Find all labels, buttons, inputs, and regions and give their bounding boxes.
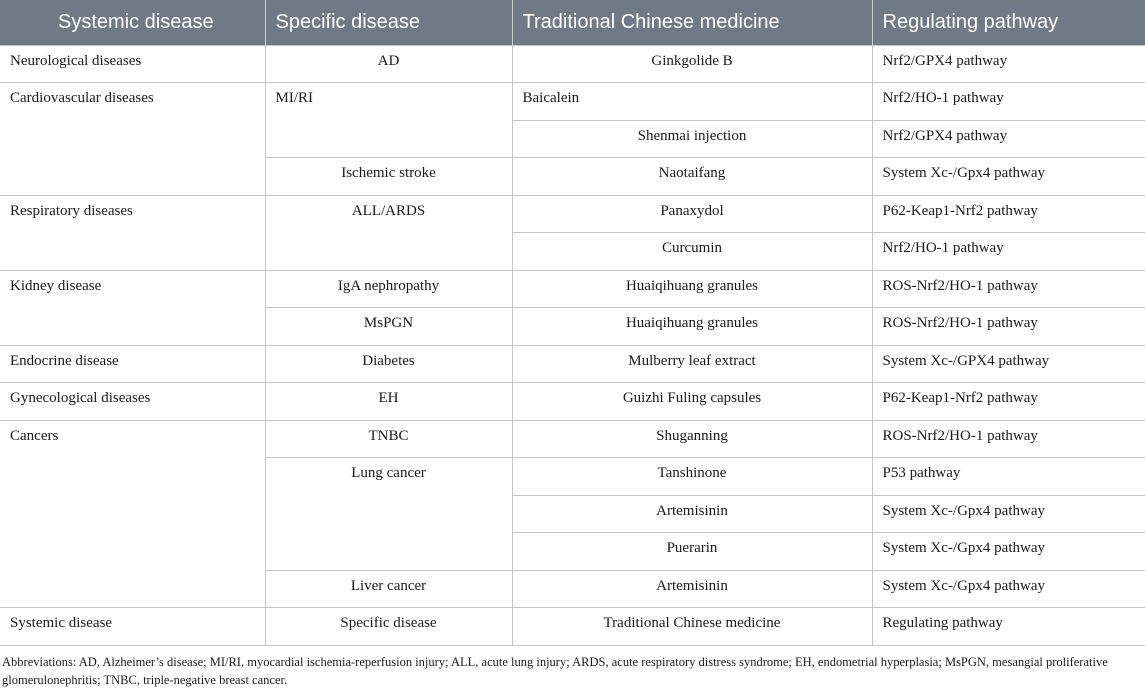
specific-disease-cell: EH [265, 383, 512, 421]
pathway-cell: System Xc-/Gpx4 pathway [872, 570, 1145, 608]
medicine-cell: Ginkgolide B [512, 45, 872, 83]
specific-disease-cell: ALL/ARDS [265, 195, 512, 270]
pathway-cell: Nrf2/HO-1 pathway [872, 83, 1145, 121]
medicine-cell: Shuganning [512, 420, 872, 458]
medicine-cell: Curcumin [512, 233, 872, 271]
systemic-disease-cell: Kidney disease [0, 270, 265, 345]
medicine-cell: Tanshinone [512, 458, 872, 496]
specific-disease-cell: TNBC [265, 420, 512, 458]
pathway-cell: Nrf2/GPX4 pathway [872, 120, 1145, 158]
medicine-cell: Shenmai injection [512, 120, 872, 158]
specific-disease-cell: Ischemic stroke [265, 158, 512, 196]
table-row [0, 270, 1145, 308]
header-traditional-chinese-medicine: Traditional Chinese medicine [512, 0, 872, 45]
systemic-disease-cell: Systemic disease [0, 608, 265, 646]
table-row [0, 83, 1145, 121]
pathway-cell: System Xc-/GPX4 pathway [872, 345, 1145, 383]
specific-disease-cell: Liver cancer [265, 570, 512, 608]
medicine-cell: Artemisinin [512, 570, 872, 608]
systemic-disease-cell: Cancers [0, 420, 265, 608]
table-row [0, 45, 1145, 83]
pathway-cell: Nrf2/GPX4 pathway [872, 45, 1145, 83]
medicine-cell: Baicalein [512, 83, 872, 121]
pathway-cell: P53 pathway [872, 458, 1145, 496]
header-specific-disease: Specific disease [265, 0, 512, 45]
specific-disease-cell: Specific disease [265, 608, 512, 646]
pathway-cell: ROS-Nrf2/HO-1 pathway [872, 308, 1145, 346]
specific-disease-cell: AD [265, 45, 512, 83]
medicine-cell: Mulberry leaf extract [512, 345, 872, 383]
systemic-disease-cell: Endocrine disease [0, 345, 265, 383]
pathway-cell: ROS-Nrf2/HO-1 pathway [872, 420, 1145, 458]
table-row [0, 383, 1145, 421]
medicine-cell: Artemisinin [512, 495, 872, 533]
pathway-cell: P62-Keap1-Nrf2 pathway [872, 195, 1145, 233]
specific-disease-cell: Diabetes [265, 345, 512, 383]
specific-disease-cell: MsPGN [265, 308, 512, 346]
medicine-cell: Naotaifang [512, 158, 872, 196]
header-systemic-disease: Systemic disease [0, 0, 265, 45]
medicine-cell: Huaiqihuang granules [512, 308, 872, 346]
medicine-cell: Puerarin [512, 533, 872, 571]
medicine-cell: Guizhi Fuling capsules [512, 383, 872, 421]
table-row [0, 195, 1145, 233]
pathway-cell: Nrf2/HO-1 pathway [872, 233, 1145, 271]
abbreviations-footnote: Abbreviations: AD, Alzheimer’s disease; MI/RI, myocardial ischemia-reperfusion injury; ALL, acute lung injury; ARDS, acute respiratory distress syndrome; EH, endometrial hyperplasia; MsPGN, mesangial proliferative glomerulonephritis; TNBC, triple-negative breast cancer. [2, 655, 1108, 687]
header-row [0, 0, 1145, 45]
header-regulating-pathway: Regulating pathway [872, 0, 1145, 45]
systemic-disease-cell: Neurological diseases [0, 45, 265, 83]
medicine-cell: Traditional Chinese medicine [512, 608, 872, 646]
table-row [0, 420, 1145, 458]
pathway-cell: System Xc-/Gpx4 pathway [872, 495, 1145, 533]
specific-disease-cell: MI/RI [265, 83, 512, 158]
systemic-disease-cell: Respiratory diseases [0, 195, 265, 270]
pathway-cell: System Xc-/Gpx4 pathway [872, 533, 1145, 571]
medicine-cell: Huaiqihuang granules [512, 270, 872, 308]
pathway-cell: Regulating pathway [872, 608, 1145, 646]
systemic-disease-cell: Gynecological diseases [0, 383, 265, 421]
pathway-cell: ROS-Nrf2/HO-1 pathway [872, 270, 1145, 308]
pathway-cell: System Xc-/Gpx4 pathway [872, 158, 1145, 196]
specific-disease-cell: Lung cancer [265, 458, 512, 571]
pathway-cell: P62-Keap1-Nrf2 pathway [872, 383, 1145, 421]
specific-disease-cell: IgA nephropathy [265, 270, 512, 308]
medicine-cell: Panaxydol [512, 195, 872, 233]
table-row [0, 345, 1145, 383]
systemic-disease-cell: Cardiovascular diseases [0, 83, 265, 196]
table-row [0, 608, 1145, 646]
